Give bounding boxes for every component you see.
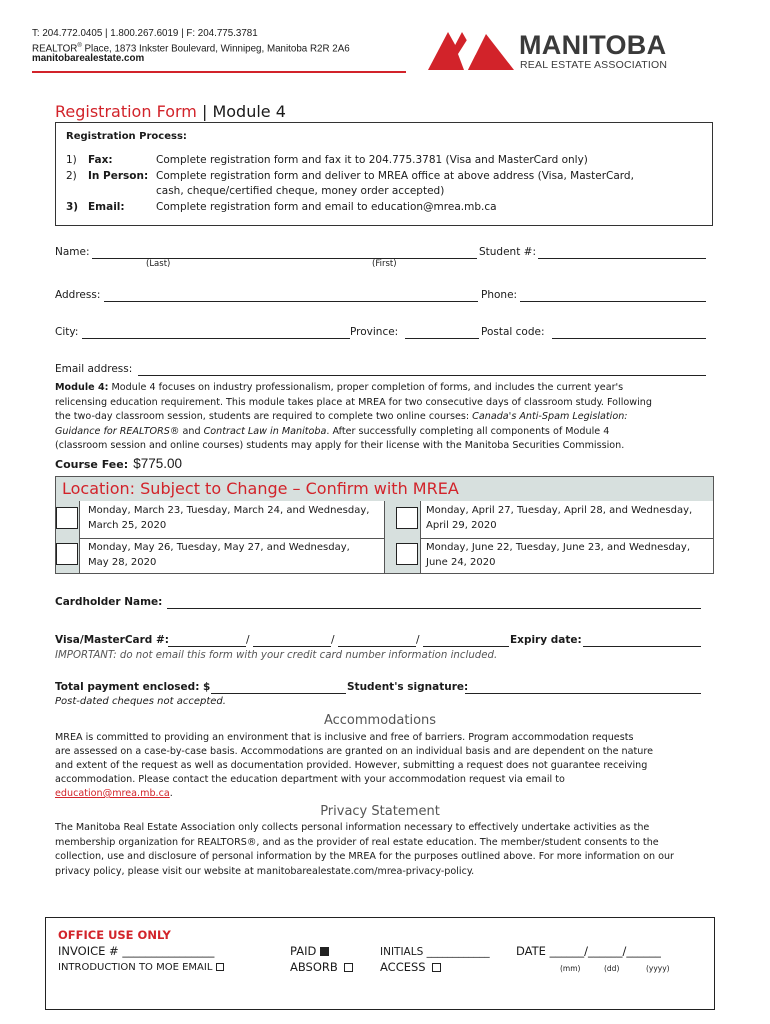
- step-2-text: Complete registration form and deliver to MREA office at above address (Visa, MasterCard,: [156, 170, 634, 182]
- step-3-num: 3): [66, 201, 79, 213]
- card-number-group-2[interactable]: [253, 646, 331, 647]
- privacy-heading: Privacy Statement: [320, 804, 440, 819]
- phone-label: Phone:: [481, 289, 518, 301]
- accommodations-heading: Accommodations: [323, 713, 437, 728]
- card-number-label: Visa/MasterCard #:: [55, 634, 169, 646]
- accommodations-line3: and extent of the request as well as documentation provided. However, submitting a request does not guarantee receiving: [55, 760, 648, 771]
- expiry-label: Expiry date:: [510, 634, 582, 646]
- course-fee-label: Course Fee:: [55, 458, 129, 471]
- module-desc-line5: (classroom session and online courses) students may apply for their license with the Manitoba Securities Commission.: [55, 440, 625, 451]
- city-input[interactable]: [82, 338, 350, 339]
- course-title-guidance: Guidance for REALTORS®: [55, 425, 180, 437]
- location-option-3-line1: Monday, May 26, Tuesday, May 27, and Wednesday,: [88, 542, 350, 553]
- paid-checkbox[interactable]: [320, 947, 329, 956]
- access-checkbox[interactable]: [432, 963, 441, 972]
- course-title-anti-spam: Canada's Anti-Spam Legislation:: [472, 411, 628, 422]
- module-desc-and: and: [179, 425, 204, 437]
- important-note: IMPORTANT: do not email this form with your credit card number information included.: [55, 650, 498, 661]
- form-title: Registration Form: [55, 102, 197, 121]
- step-1-num: 1): [66, 154, 77, 166]
- absorb-checkbox[interactable]: [344, 963, 353, 972]
- step-2-num: 2): [66, 170, 77, 182]
- privacy-line4: privacy policy, please visit our website at manitobarealestate.com/mrea-privacy-policy.: [55, 865, 475, 877]
- privacy-line1: The Manitoba Real Estate Association only collects personal information necessary to effectively undertake activities as the: [55, 822, 650, 833]
- website-text: manitobarealestate.com: [32, 53, 145, 64]
- process-heading: Registration Process:: [66, 131, 187, 142]
- card-slash-3: /: [416, 634, 420, 646]
- postdated-note: Post-dated cheques not accepted.: [55, 696, 226, 707]
- logo-subtitle: REAL ESTATE ASSOCIATION: [520, 59, 668, 71]
- total-payment-input[interactable]: [211, 693, 346, 694]
- mrea-logo-mark-icon: [428, 28, 518, 72]
- office-date: DATE ______/______/______: [516, 944, 661, 958]
- office-absorb: [290, 960, 353, 974]
- name-label: Name:: [55, 246, 90, 258]
- realtor-word: REALTOR: [32, 43, 78, 55]
- card-number-group-3[interactable]: [338, 646, 416, 647]
- privacy-line2: membership organization for REALTORS®, and as the provider of real estate education. The member/student consents to the: [55, 836, 659, 848]
- education-email-link[interactable]: education@mrea.mb.ca: [55, 788, 170, 799]
- location-option-4-checkbox[interactable]: [396, 543, 418, 565]
- phone-input[interactable]: [520, 301, 706, 302]
- last-hint: (Last): [146, 259, 171, 269]
- title-separator: |: [196, 102, 213, 121]
- step-3-label: Email:: [88, 201, 125, 213]
- location-option-3-checkbox[interactable]: [56, 543, 78, 565]
- date-dd-hint: (dd): [604, 964, 620, 973]
- office-access: [380, 960, 441, 974]
- date-yyyy-hint: (yyyy): [646, 964, 670, 973]
- card-slash-1: /: [246, 634, 250, 646]
- module-title: Module 4: [212, 102, 286, 121]
- office-paid-label: PAID: [290, 944, 317, 958]
- office-access-label: ACCESS: [380, 960, 426, 974]
- first-hint: (First): [372, 259, 397, 269]
- module-desc-text4: . After successfully completing all components of Module 4: [326, 425, 610, 437]
- location-option-1-line1: Monday, March 23, Tuesday, March 24, and Wednesday,: [88, 505, 370, 516]
- location-option-4-line2: June 24, 2020: [426, 557, 496, 568]
- accommodations-line4: accommodation. Please contact the education department with your accommodation request via email to: [55, 774, 565, 785]
- accommodations-line5: [55, 787, 173, 802]
- office-paid: [290, 944, 329, 958]
- module-desc-line3: [55, 410, 628, 425]
- location-option-1-line2: March 25, 2020: [88, 520, 167, 531]
- office-initials: INITIALS ____________: [380, 946, 490, 958]
- postal-label: Postal code:: [481, 326, 545, 338]
- location-option-2-line1: Monday, April 27, Tuesday, April 28, and Wednesday,: [426, 505, 693, 516]
- privacy-line3: collection, use and disclosure of personal information by the MREA for the purposes outlined above. For more information on our: [55, 851, 675, 862]
- step-2-label: In Person:: [88, 170, 149, 182]
- student-num-label: Student #:: [479, 246, 537, 258]
- office-absorb-label: ABSORB: [290, 960, 338, 974]
- date-mm-hint: (mm): [560, 964, 581, 973]
- address-input[interactable]: [104, 301, 478, 302]
- module-desc-line1: [55, 381, 623, 396]
- card-slash-2: /: [331, 634, 335, 646]
- cardholder-input[interactable]: [167, 608, 701, 609]
- signature-input[interactable]: [465, 693, 701, 694]
- location-option-1-checkbox[interactable]: [56, 507, 78, 529]
- header-red-rule: [32, 71, 406, 73]
- registered-mark: ®: [77, 43, 82, 49]
- accommodations-line2: are assessed on a case-by-case basis. Accommodations are granted on an individual basis and are dependent on the nature: [55, 746, 653, 757]
- location-option-3-line2: May 28, 2020: [88, 557, 157, 568]
- step-2-text-cont: cash, cheque/certified cheque, money order accepted): [156, 185, 445, 197]
- office-intro-moe: [58, 961, 224, 975]
- intro-moe-checkbox[interactable]: [216, 963, 224, 971]
- postal-input[interactable]: [552, 338, 706, 339]
- page-title: [55, 102, 286, 122]
- location-option-2-line2: April 29, 2020: [426, 520, 497, 531]
- course-fee: [55, 453, 182, 472]
- expiry-input[interactable]: [583, 646, 701, 647]
- card-number-group-4[interactable]: [423, 646, 509, 647]
- city-label: City:: [55, 326, 79, 338]
- location-option-2-checkbox[interactable]: [396, 507, 418, 529]
- total-payment-label: Total payment enclosed: $: [55, 681, 211, 693]
- module-desc-line4: [55, 425, 609, 440]
- address-text: Place, 1873 Inkster Boulevard, Winnipeg, Manitoba R2R 2A6: [81, 43, 350, 55]
- module-desc-line2: relicensing education requirement. This module takes place at MREA for two consecutive days of classroom study. Following: [55, 396, 652, 408]
- office-invoice: INVOICE # ________________: [58, 944, 215, 958]
- accommodations-line1: MREA is committed to providing an environment that is inclusive and free of barriers. Program accommodation requests: [55, 732, 634, 743]
- card-number-group-1[interactable]: [168, 646, 246, 647]
- office-use-heading: OFFICE USE ONLY: [58, 928, 171, 942]
- signature-label: Student's signature:: [347, 681, 469, 693]
- logo-title: MANITOBA: [519, 30, 667, 60]
- province-label: Province:: [350, 326, 399, 338]
- location-option-4-line1: Monday, June 22, Tuesday, June 23, and Wednesday,: [426, 542, 691, 553]
- student-num-input[interactable]: [538, 258, 706, 259]
- step-1-label: Fax:: [88, 154, 113, 166]
- module-desc-text1: Module 4 focuses on industry professionalism, proper completion of forms, and includes the current year's: [108, 382, 624, 393]
- province-input[interactable]: [405, 338, 479, 339]
- cardholder-label: Cardholder Name:: [55, 596, 163, 608]
- address-label: Address:: [55, 289, 101, 301]
- email-input[interactable]: [138, 375, 706, 376]
- course-fee-value: $775.00: [133, 456, 183, 471]
- step-1-text: Complete registration form and fax it to 204.775.3781 (Visa and MasterCard only): [156, 154, 588, 166]
- step-3-text: Complete registration form and email to education@mrea.mb.ca: [156, 201, 497, 213]
- course-title-contract-law: Contract Law in Manitoba: [203, 425, 327, 437]
- accommodations-period: .: [169, 788, 173, 799]
- email-label: Email address:: [55, 363, 133, 375]
- module-desc-text3: the two-day classroom session, students are required to complete two online courses:: [55, 411, 473, 422]
- office-intro-text: INTRODUCTION TO MOE EMAIL: [58, 962, 213, 973]
- location-heading: Location: Subject to Change – Confirm with MREA: [62, 479, 459, 498]
- contact-phone-line: T: 204.772.0405 | 1.800.267.6019 | F: 204.775.3781: [32, 28, 258, 39]
- module-desc-lead: Module 4:: [55, 382, 109, 393]
